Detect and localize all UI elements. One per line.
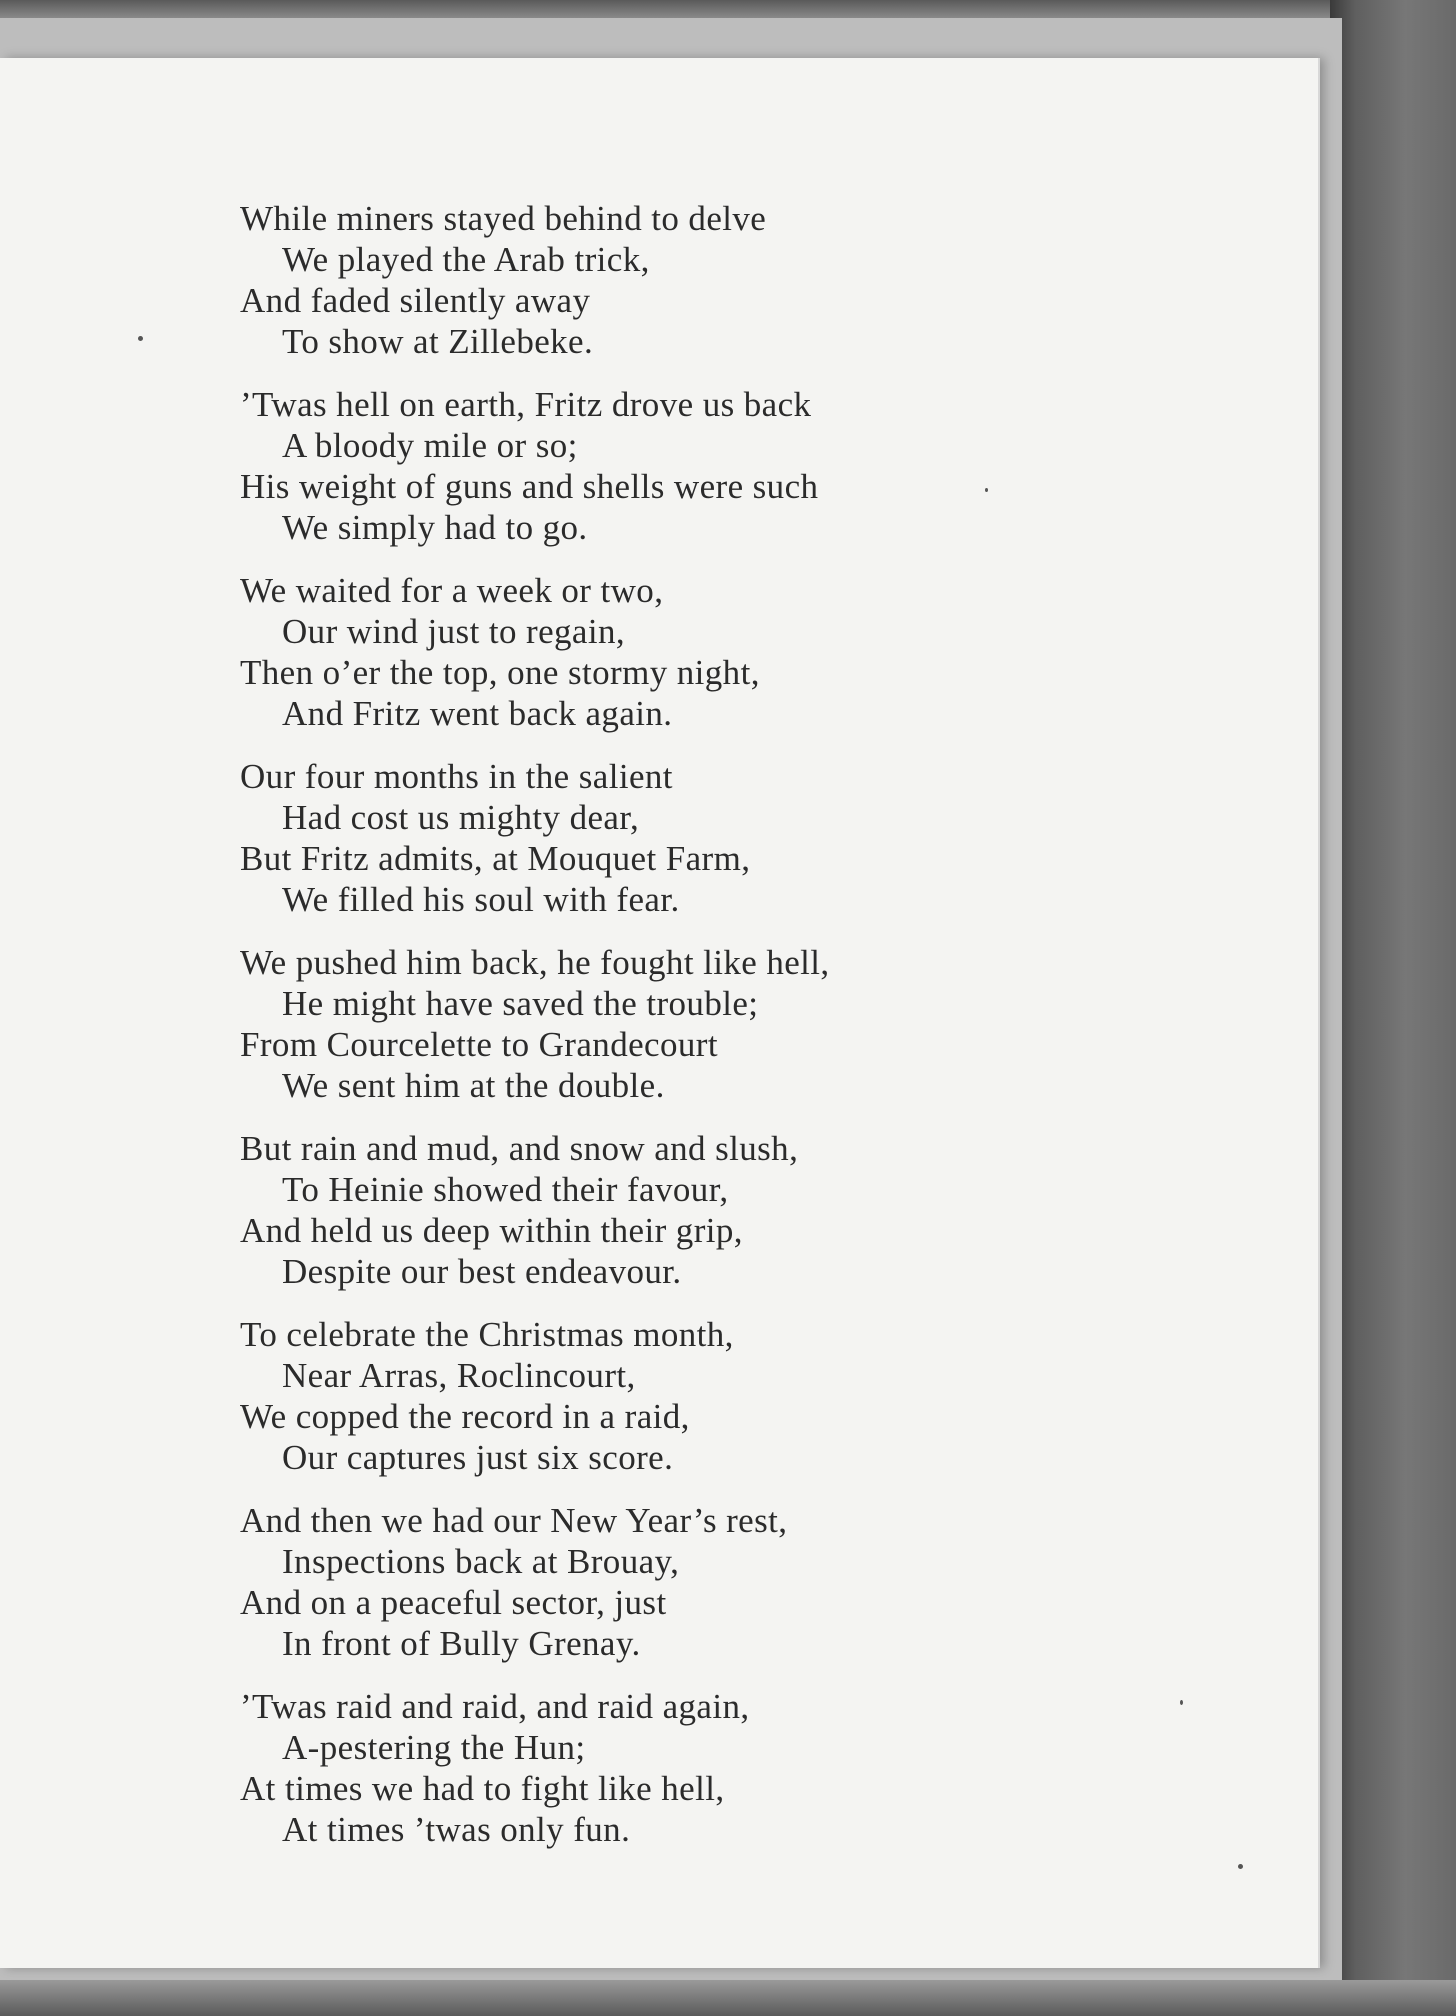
poem-line: Our captures just six score.: [282, 1438, 674, 1477]
poem-line: We sent him at the double.: [282, 1066, 665, 1105]
poem-line: We played the Arab trick,: [282, 240, 650, 279]
stanza-3: [240, 570, 1260, 734]
poem-line: We waited for a week or two,: [240, 571, 664, 610]
poem-line: We copped the record in a raid,: [240, 1397, 690, 1436]
poem-line: Inspections back at Brouay,: [282, 1542, 680, 1581]
poem-line: But Fritz admits, at Mouquet Farm,: [240, 839, 751, 878]
poem-line: And Fritz went back again.: [282, 694, 673, 733]
stanza-7: [240, 1314, 1260, 1478]
paper-speck: [985, 488, 988, 492]
paper-speck: [1180, 1700, 1183, 1705]
stanza-8: [240, 1500, 1260, 1664]
paper-speck: [138, 336, 143, 341]
poem-line: At times ’twas only fun.: [282, 1810, 631, 1849]
poem-line: And then we had our New Year’s rest,: [240, 1501, 788, 1540]
paper-speck: [1238, 1864, 1243, 1869]
poem-line: At times we had to fight like hell,: [240, 1769, 725, 1808]
stanza-1: [240, 198, 1260, 362]
poem-line: A bloody mile or so;: [282, 426, 578, 465]
scan-background-bottom: [0, 1980, 1456, 2016]
poem-line: To Heinie showed their favour,: [282, 1170, 729, 1209]
poem-line: A-pestering the Hun;: [282, 1728, 586, 1767]
poem-line: He might have saved the trouble;: [282, 984, 759, 1023]
book-page: [0, 58, 1318, 1968]
stanza-2: [240, 384, 1260, 548]
poem-line: To show at Zillebeke.: [282, 322, 594, 361]
poem-line: Our wind just to regain,: [282, 612, 626, 651]
poem-line: ’Twas hell on earth, Fritz drove us back: [240, 385, 812, 424]
poem-line: We simply had to go.: [282, 508, 588, 547]
poem-line: And faded silently away: [240, 281, 591, 320]
stanza-6: [240, 1128, 1260, 1292]
poem-line: ’Twas raid and raid, and raid again,: [240, 1687, 750, 1726]
stanza-5: [240, 942, 1260, 1106]
poem-line: Despite our best endeavour.: [282, 1252, 682, 1291]
poem-line: Had cost us mighty dear,: [282, 798, 640, 837]
poem-line: And held us deep within their grip,: [240, 1211, 743, 1250]
poem-line: Near Arras, Roclincourt,: [282, 1356, 636, 1395]
stanza-4: [240, 756, 1260, 920]
poem-line: Then o’er the top, one stormy night,: [240, 653, 760, 692]
poem: [240, 198, 1260, 1872]
poem-line: We pushed him back, he fought like hell,: [240, 943, 830, 982]
poem-line: But rain and mud, and snow and slush,: [240, 1129, 799, 1168]
poem-line: And on a peaceful sector, just: [240, 1583, 667, 1622]
poem-line: While miners stayed behind to delve: [240, 199, 767, 238]
poem-line: To celebrate the Christmas month,: [240, 1315, 734, 1354]
poem-line: We filled his soul with fear.: [282, 880, 680, 919]
poem-line: In front of Bully Grenay.: [282, 1624, 641, 1663]
scan-background-right: [1330, 0, 1456, 2016]
poem-line: His weight of guns and shells were such: [240, 467, 819, 506]
poem-line: Our four months in the salient: [240, 757, 673, 796]
stanza-9: [240, 1686, 1260, 1850]
poem-line: From Courcelette to Grandecourt: [240, 1025, 718, 1064]
